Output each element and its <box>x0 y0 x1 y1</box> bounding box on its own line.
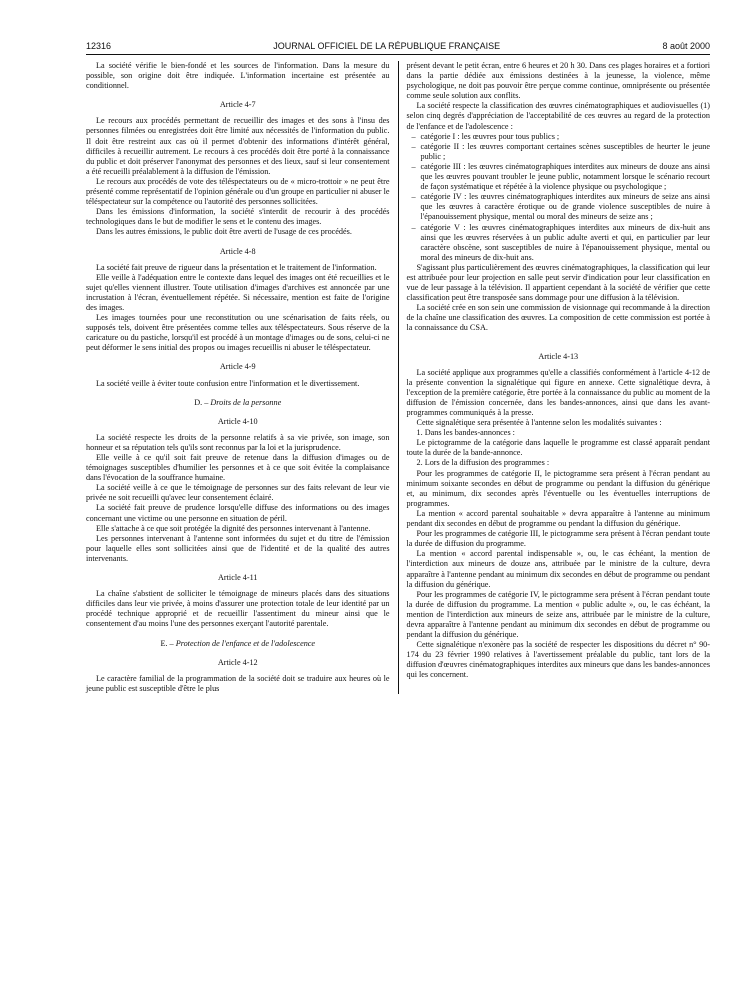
journal-title: JOURNAL OFFICIEL DE LA RÉPUBLIQUE FRANÇAISE <box>273 41 501 51</box>
paragraph: Le caractère familial de la programmation de la société doit se traduire aux heures où le jeune public est susceptible d'être le plus <box>86 673 390 693</box>
paragraph: 1. Dans les bandes-annonces : <box>416 428 515 438</box>
paragraph: présent devant le petit écran, entre 6 heures et 20 h 30. Dans ces plages horaires et a fortiori dans la partie dédiée aux émissions destinées à la jeunesse, la violence, même psychologique, ne doit pas pouvoir être perçue comme continue, omniprésente ou présentée comme seule solution aux conflits. <box>406 61 710 101</box>
paragraph: Le pictogramme de la catégorie dans laquelle le programme est classé apparaît pendant toute la durée de la bande-annonce. <box>406 438 710 458</box>
section-prefix: E. – <box>160 638 176 648</box>
paragraph: La société applique aux programmes qu'elle a classifiés conformément à l'article 4-12 de la présente convention la signalétique qui figure en annexe. Cette signalétique devra, à l'exception de la première catégorie, être portée à la connaissance du public au moment de la diffusion de l'émission concernée, dans les bandes-annonces, ainsi que dans les avant-programmes communiqués à la presse. <box>406 367 710 417</box>
paragraph: Le recours aux procédés permettant de recueillir des images et des sons à l'insu des personnes filmées ou enregistrées doit être limité aux nécessités de l'information du public. Il doit être restreint aux cas où il permet d'obtenir des informations d'intérêt général, difficiles à recueillir autrement. Le recours à ces procédés doit être porté à la connaissance du public et doit préserver l'anonymat des personnes et des lieux, sauf si leur consentement a été recueilli préalablement à la diffusion de l'émission. <box>86 116 390 176</box>
paragraph: Pour les programmes de catégorie III, le pictogramme sera présent à l'écran pendant toute la durée de diffusion du programme. <box>406 529 710 549</box>
paragraph: La société vérifie le bien-fondé et les sources de l'information. Dans la mesure du possible, son origine doit être indiquée. L'information incertaine est présentée au conditionnel. <box>86 61 390 91</box>
article-heading: Article 4-7 <box>219 100 256 110</box>
paragraph: Elle veille à ce qu'il soit fait preuve de retenue dans la diffusion d'images ou de témoignages susceptibles d'humilier les personnes et à ce que soit évitée la complaisance dans l'évocation de la souffrance humaine. <box>86 453 390 483</box>
paragraph: La chaîne s'abstient de solliciter le témoignage de mineurs placés dans des situations difficiles dans leur vie privée, à moins d'assurer une protection totale de leur identité par un procédé technique approprié et de recueillir l'assentiment du mineur ainsi que le consentement d'au moins l'une des personnes exerçant l'autorité parentale. <box>86 589 390 629</box>
list-item: – catégorie III : les œuvres cinématographiques interdites aux mineurs de douze ans ainsi que les œuvres pouvant troubler le jeune public, notamment lorsque le scénario recourt de façon systématique et répétée à la violence physique ou psychologique ; <box>421 162 711 192</box>
section-title: Droits de la personne <box>210 397 282 407</box>
paragraph: Le recours aux procédés de vote des téléspectateurs ou de « micro-trottoir » ne peut être présenté comme représentatif de l'opinion générale ou d'un groupe en particulier ni abuser le téléspectateur sur la compétence ou l'autorité des personnes sollicitées. <box>86 176 390 207</box>
section-prefix: D. – <box>194 397 211 407</box>
paragraph: La société respecte les droits de la personne relatifs à sa vie privée, son image, son honneur et sa réputation tels qu'ils sont reconnus par la loi et la jurisprudence. <box>86 432 390 452</box>
issue-date: 8 août 2000 <box>662 41 710 51</box>
paragraph: Cette signalétique sera présentée à l'antenne selon les modalités suivantes : <box>416 418 662 428</box>
paragraph: Dans les émissions d'information, la société s'interdit de recourir à des procédés technologiques dans le but de modifier le sens et le contenu des images. <box>86 207 390 227</box>
text-columns <box>86 61 710 694</box>
paragraph: La mention « accord parental souhaitable » devra apparaître à l'antenne au minimum pendant dix secondes en début de programme ou pendant la diffusion du générique. <box>406 508 710 529</box>
paragraph: Pour les programmes de catégorie II, le pictogramme sera présent à l'écran pendant au minimum soixante secondes en début de programme ou pendant la diffusion du générique et, au minimum, dix secondes après l'éventuelle ou les éventuelles interruptions de programmes. <box>406 468 710 508</box>
page-header <box>86 40 710 55</box>
list-item: – catégorie I : les œuvres pour tous publics ; <box>421 132 711 142</box>
right-column <box>398 61 711 694</box>
paragraph: La société respecte la classification des œuvres cinématographiques et audiovisuelles (1) selon cinq degrés d'appréciation de l'acceptabilité de ces œuvres au regard de la protection de l'enfance et de l'adolescence : <box>406 101 710 131</box>
left-column <box>86 61 398 694</box>
paragraph: La société fait preuve de rigueur dans la présentation et le traitement de l'information. <box>96 262 377 272</box>
list-item: – catégorie V : les œuvres cinématographiques interdites aux mineurs de dix-huit ans ainsi que les œuvres réservées à un public adulte averti et qui, en particulier par leur caractère obscène, sont susceptibles de nuire à l'épanouissement physique, mental ou moral des mineurs de dix-huit ans. <box>421 223 711 263</box>
paragraph: Pour les programmes de catégorie IV, le pictogramme sera présent à l'écran pendant toute la durée de diffusion du programme. La mention « public adulte », ou, le cas échéant, la mention de l'interdiction aux mineurs de seize ans, attribuée par le ministre de la culture, devra apparaître à l'antenne pendant au minimum dix secondes en début de programme ou pendant la diffusion du générique. <box>406 589 710 640</box>
article-heading: Article 4-8 <box>219 246 256 256</box>
article-heading: Article 4-10 <box>217 416 258 426</box>
article-heading: Article 4-9 <box>219 362 256 372</box>
paragraph: Elle veille à l'adéquation entre le contexte dans lequel des images ont été recueillies et le sujet qu'elles viennent illustrer. Toute utilisation d'images d'archives est annoncée par une incrustation à l'écran, éventuellement répétée. Si nécessaire, mention est faite de l'origine des images. <box>86 272 390 312</box>
section-heading <box>86 639 390 649</box>
article-heading: Article 4-12 <box>217 657 258 667</box>
paragraph: 2. Lors de la diffusion des programmes : <box>416 458 550 468</box>
category-list <box>407 132 711 263</box>
paragraph: Elle s'attache à ce que soit protégée la dignité des personnes intervenant à l'antenne. <box>96 523 371 533</box>
paragraph: La société crée en son sein une commission de visionnage qui recommande à la direction de la chaîne une classification des œuvres. La composition de cette commission est portée à la connaissance du CSA. <box>406 303 710 333</box>
paragraph: S'agissant plus particulièrement des œuvres cinématographiques, la classification qui leur est attribuée pour leur projection en salle peut servir d'indication pour leur classification en vue de leur passage à la télévision. Il appartient cependant à la société de vérifier que cette classification peut être transposée sans dommage pour une diffusion à la télévision. <box>406 262 710 303</box>
list-item: – catégorie II : les œuvres comportant certaines scènes susceptibles de heurter le jeune public ; <box>421 142 711 162</box>
section-title: Protection de l'enfance et de l'adolescence <box>175 638 316 648</box>
list-item: – catégorie IV : les œuvres cinématographiques interdites aux mineurs de seize ans ainsi que les œuvres à caractère érotique ou de grande violence susceptibles de nuire à l'épanouissement physique, mental ou moral des mineurs de seize ans ; <box>421 192 711 222</box>
article-heading: Article 4-13 <box>538 351 579 361</box>
paragraph: Les personnes intervenant à l'antenne sont informées du sujet et du titre de l'émission pour laquelle elles sont sollicitées ainsi que de l'identité et de la qualité des autres intervenants. <box>86 533 390 563</box>
paragraph: Cette signalétique n'exonère pas la société de respecter les dispositions du décret n° 90-174 du 23 février 1990 relatives à l'avertissement préalable du public, tant lors de la diffusion d'œuvres cinématographiques interdites aux mineurs que dans les bandes-annonces qui les concernent. <box>406 640 711 680</box>
paragraph: La société veille à ce que le témoignage de personnes sur des faits relevant de leur vie privée ne soit recueilli qu'avec leur consentement éclairé. <box>86 483 390 503</box>
paragraph: La société fait preuve de prudence lorsqu'elle diffuse des informations ou des images concernant une victime ou une personne en situation de péril. <box>86 503 390 523</box>
page-number: 12316 <box>86 41 112 51</box>
paragraph: Les images tournées pour une reconstitution ou une scénarisation de faits réels, ou supposés tels, doivent être présentées comme telles aux téléspectateurs. Sous réserve de la caricature ou du pastiche, lorsqu'il est procédé à un montage d'images ou de sons, celui-ci ne peut déformer le sens initial des propos ou images recueillis ni abuser le téléspectateur. <box>86 313 390 353</box>
article-heading: Article 4-11 <box>218 573 258 583</box>
paragraph: La mention « accord parental indispensable », ou, le cas échéant, la mention de l'interdiction aux mineurs de douze ans, attribuée par le ministre de la culture, devra apparaître à l'antenne pendant au minimum dix secondes en début de programme ou pendant la diffusion du générique. <box>406 549 710 589</box>
section-heading <box>86 398 390 408</box>
paragraph: Dans les autres émissions, le public doit être averti de l'usage de ces procédés. <box>96 227 352 237</box>
paragraph: La société veille à éviter toute confusion entre l'information et le divertissement. <box>96 378 360 388</box>
